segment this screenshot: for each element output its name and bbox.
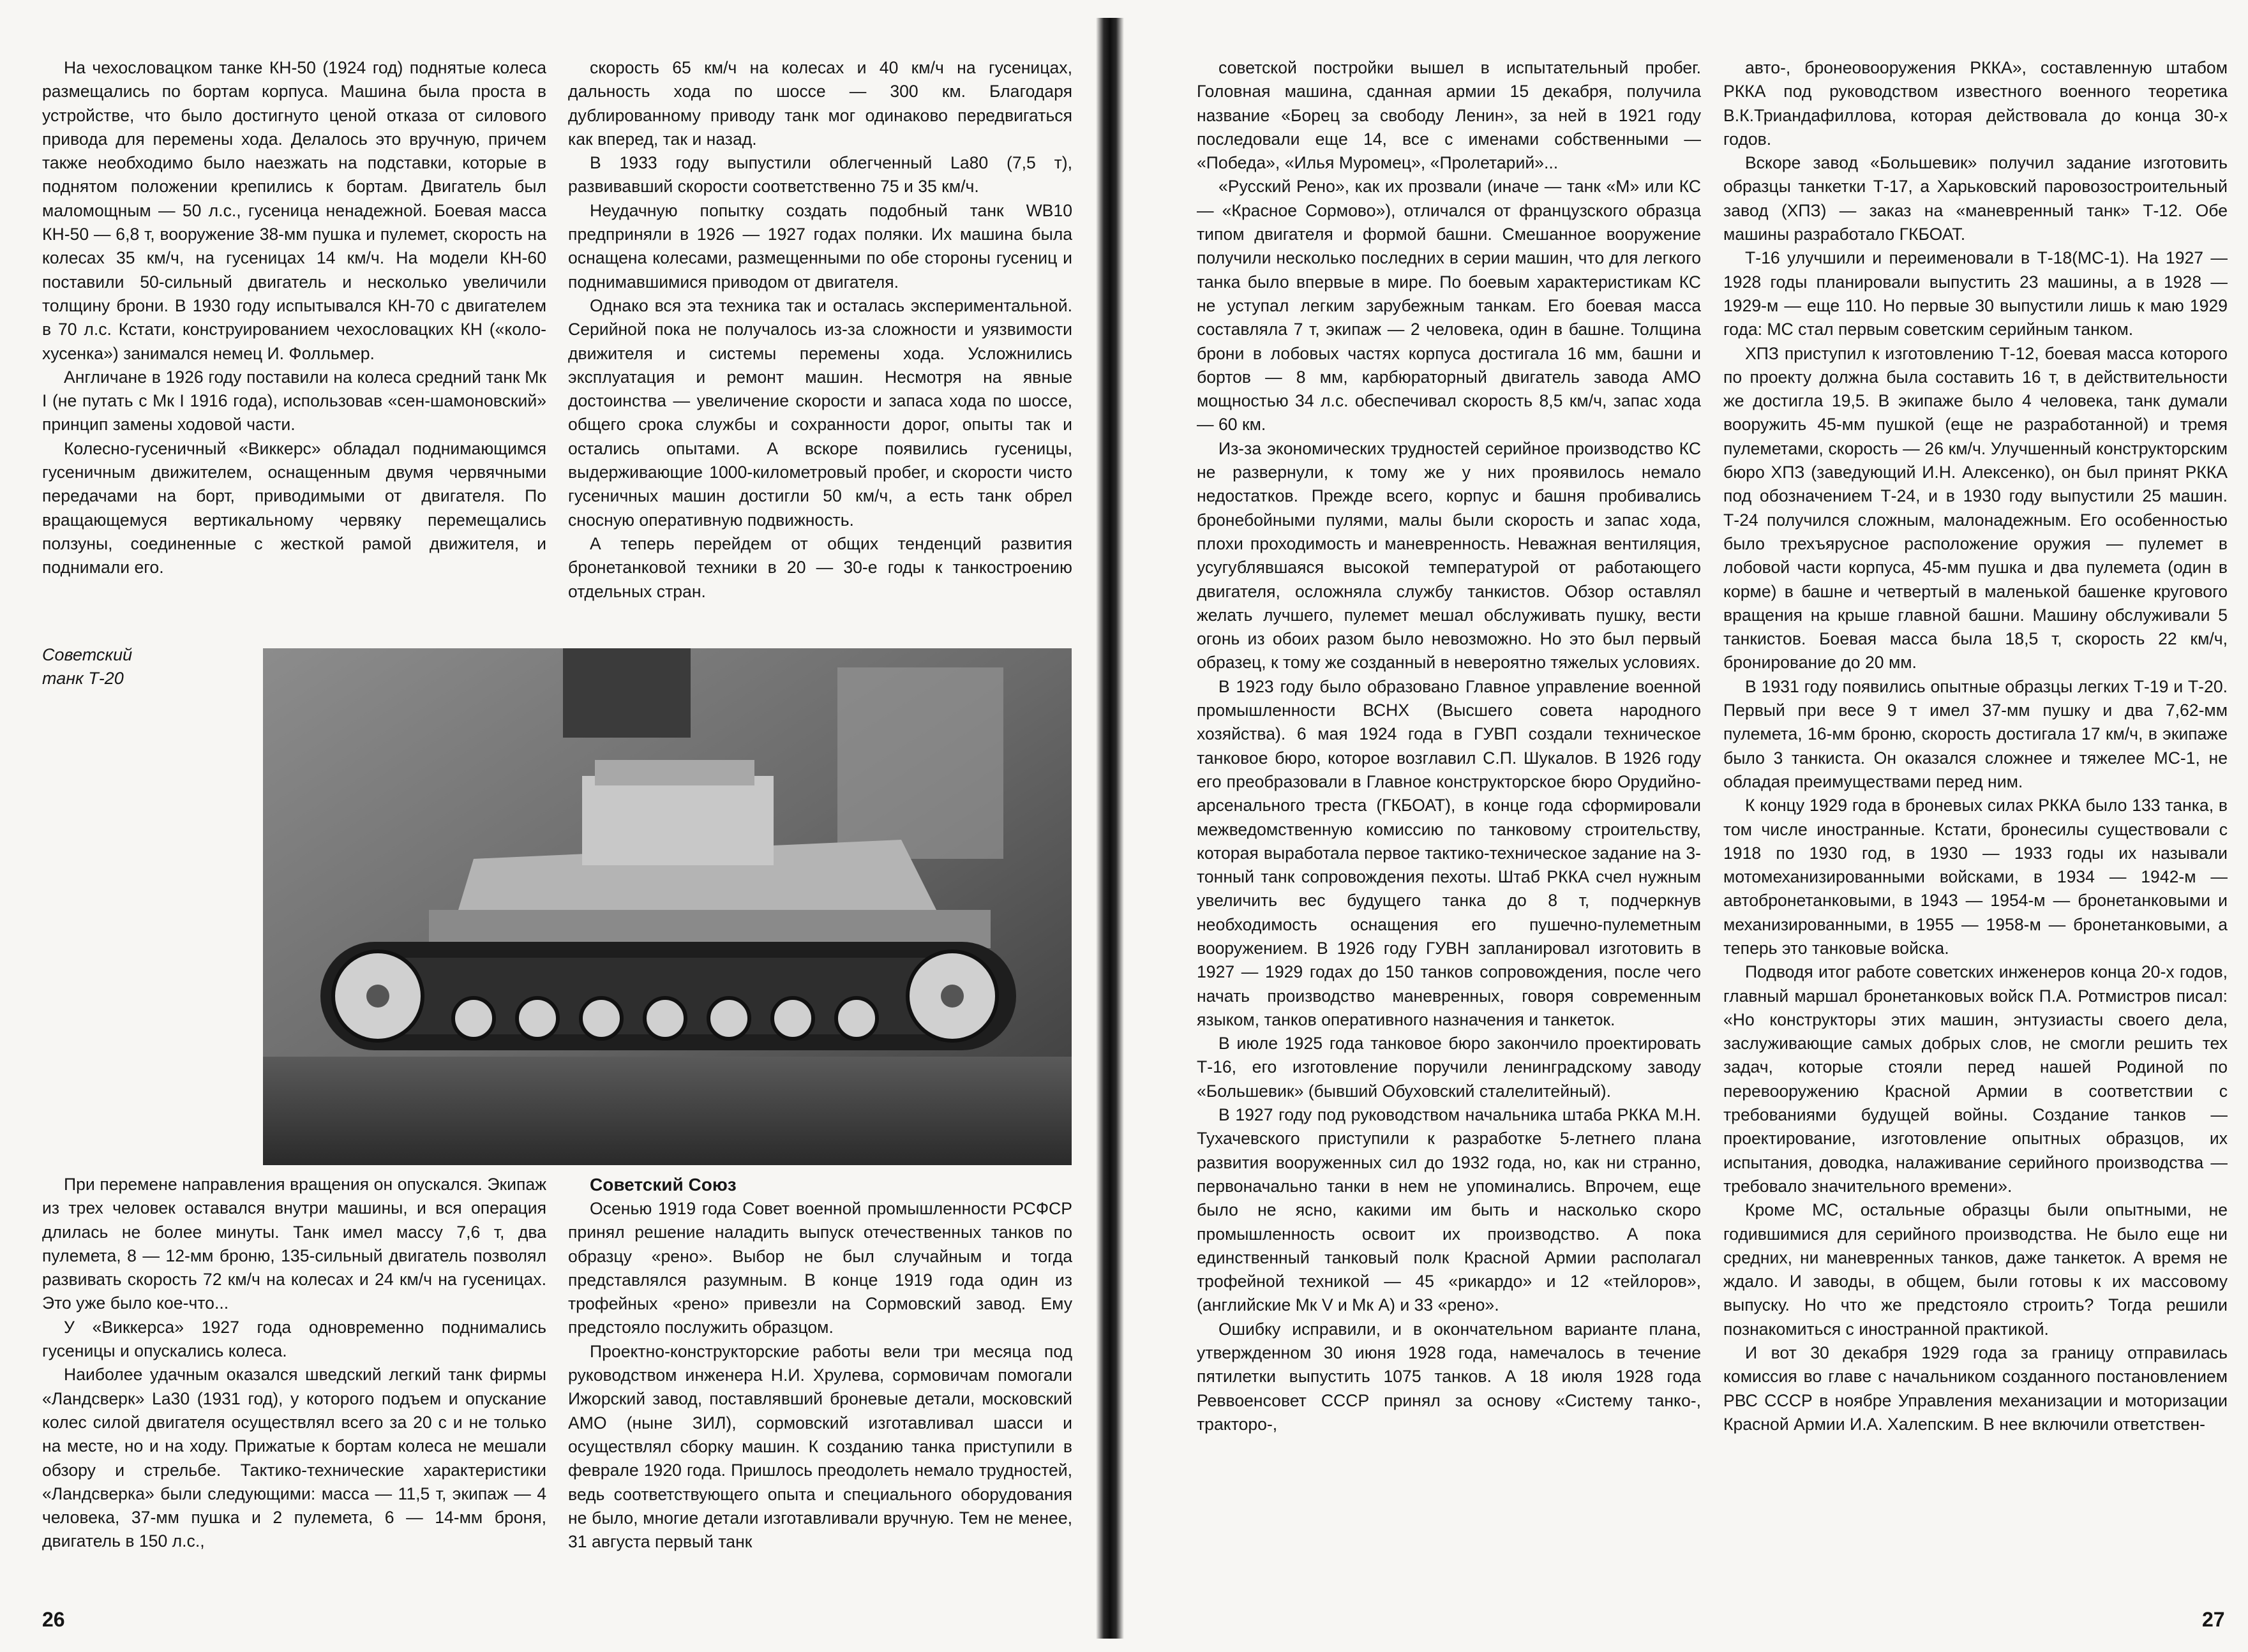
paragraph: Однако вся эта техника так и осталась экспериментальной. Серийной пока не получалось из-за сложности и уязвимости движителя и системы перемены хода. Усложнились эксплуатация и ремонт машин. Несмотря на явные достоинства — увеличение скорости и запаса хода по шоссе, общего срока службы и сохранности дорог, опыты так и остались опытами. А вскоре появились гусеницы, выдерживающие 1000-километровый пробег, и скорости чисто гусеничных машин достигли 50 км/ч, а есть танк обрел сносную оперативную подвижность. [568, 295, 1072, 530]
paragraph: Вскоре завод «Большевик» получил задание изготовить образцы танкетки Т-17, а Харьковский паровозостроительный завод (ХПЗ) — заказ на «маневренный танк» Т-12. Обе машины разработало ГКБОАТ. [1723, 153, 2228, 244]
right-col1 [1197, 56, 1701, 1600]
right-col2 [1723, 56, 2228, 1600]
paragraph: авто-, бронеовооружения РККА», составленную штабом РККА под руководством известного военного теоретика В.К.Триандафиллова, которая действовала до конца 30-х годов. [1723, 58, 2228, 149]
paragraph: И вот 30 декабря 1929 года за границу отправилась комиссия во главе с начальником созданного постановлением РВС СССР в ноябре Управления механизации и моторизации Красной Армии И.А. Халепским. В нее включили ответствен- [1723, 1343, 2228, 1434]
paragraph: Колесно-гусеничный «Виккерс» обладал поднимающимся гусеничным движителем, оснащенным двумя червячными передачами на борт, приводимыми от двигателя. По вращающемуся вертикальному червяку перемещались ползуны, соединенные с жесткой рамой движителя, и поднимали его. [42, 438, 546, 577]
left-col1-top [42, 56, 546, 636]
tank-t20-photo [263, 648, 1072, 1165]
paragraph: А теперь перейдем от общих тенденций развития бронетанковой техники в 20 — 30-е годы к танкостроению отдельных стран. [568, 533, 1072, 601]
page-number-right: 27 [2202, 1608, 2225, 1631]
paragraph: Из-за экономических трудностей серийное производство КС не развернули, к тому же у них проявилось немало недостатков. Прежде всего, корпус и башня пробивались бронебойными пулями, малы были скорость и запас хода, плохи проходимость и маневренность. Неважная вентиляция, усугублявшаяся высокой температурой от работающего двигателя, осложняла службу танкистов. Обзор оставлял желать лучшего, пулемет мешал обслуживать пушку, вести огонь из обоих разом было невозможно. Но это был первый образец, к тому же созданный в невероятно тяжелых условиях. [1197, 438, 1701, 673]
paragraph: При перемене направления вращения он опускался. Экипаж из трех человек оставался внутри машины, и вся операция длилась не более минуты. Танк имел массу 7,6 т, два пулемета, 8 — 12-мм броню, 135-сильный двигатель позволял развивать скорость 72 км/ч на колесах и 24 км/ч на гусеницах. Это уже было кое-что... [42, 1175, 546, 1313]
left-col2-bottom [568, 1173, 1072, 1600]
paragraph: Англичане в 1926 году поставили на колеса средний танк Мк I (не путать с Мк I 1916 года), использовав «сен-шамоновский» принцип замены ходовой части. [42, 367, 546, 435]
paragraph: В 1931 году появились опытные образцы легких Т-19 и Т-20. Первый при весе 9 т имел 37-мм пушку и два 7,62-мм пулемета, 16-мм броню, скорость достигала 17 км/ч, в экипаже было 3 танкиста. Он оказался сложнее и тяжелее МС-1, не обладая преимуществами перед ним. [1723, 676, 2228, 791]
spine-gutter [1096, 18, 1124, 1639]
paragraph: ХПЗ приступил к изготовлению Т-12, боевая масса которого по проекту должна была составить 16 т, в действительности же достигла 19,5. В экипаже было 4 человека, танк думали вооружить 45-мм пушкой (еще не разработанной) и тремя пулеметами, скорость — 26 км/ч. Улучшенный конструкторским бюро ХПЗ (заведующий И.Н. Алексенко), он был принят РККА под обозначением Т-24, и в 1930 году выпустили 25 машин. Т-24 получился сложным, малонадежным. Его особенностью было трехъярусное расположение оружия — пулемет в лобовой части корпуса, 45-мм пушка и два пулемета (один в корме) в башне и четвертый в маленькой башенке кругового вращения на крыше главной башни. Машину обслуживали 5 танкистов. Боевая масса была 18,5 т, скорость 22 км/ч, бронирование до 20 мм. [1723, 343, 2228, 673]
paragraph: Подводя итог работе советских инженеров конца 20-х годов, главный маршал бронетанковых войск П.А. Ротмистров писал: «Но конструкторы этих машин, энтузиасты своего дела, заслуживающие самых добрых слов, не смогли решить тех задач, которые стояли перед нашей Родиной по перевооружению Красной Армии в соответствии с требованиями будущей войны. Создание танков — проектирование, изготовление опытных образцов, их испытания, доводка, налаживание серийного производства — требовало значительного времени». [1723, 962, 2228, 1196]
paragraph: Осенью 1919 года Совет военной промышленности РСФСР принял решение наладить выпуск отечественных танков по образцу «рено». Выбор не был случайным и тогда представлялся разумным. В конце 1919 года один из трофейных «рено» привезли на Сормовский завод. Ему предстояло послужить образцом. [568, 1199, 1072, 1337]
paragraph: Ошибку исправили, и в окончательном варианте плана, утвержденном 30 июня 1928 года, намечалось в течение пятилетки выпустить 1075 танков. А 18 июля 1928 года Реввоенсовет СССР принял за основу «Систему танко-, тракторо-, [1197, 1319, 1701, 1434]
left-col2-bottom-paragraphs [568, 1197, 1072, 1554]
section-heading: Советский Союз [590, 1175, 737, 1194]
paragraph: В 1933 году выпустили облегченный La80 (7,5 т), развивавший скорости соответственно 75 и 35 км/ч. [568, 153, 1072, 197]
paragraph: советской постройки вышел в испытательный пробег. Головная машина, сданная армии 15 декабря, получила название «Борец за свободу Ленин», за ней в 1921 году последовали еще 14, все с именами собственными — «Победа», «Илья Муромец», «Пролетарий»... [1197, 58, 1701, 173]
paragraph: Проектно-конструкторские работы вели три месяца под руководством инженера Н.И. Хрулева, сормовичам помогали Ижорский завод, поставлявший броневые детали, московский АМО (ныне ЗИЛ), сормовский изготавливал шасси и осуществлял сборку машин. К созданию танка приступили в феврале 1920 года. Пришлось преодолеть немало трудностей, ведь соответствующего опыта и специального оборудования не было, многие детали изготавливали вручную. Тем не менее, 31 августа первый танк [568, 1341, 1072, 1552]
paragraph: В 1927 году под руководством начальника штаба РККА М.Н. Тухачевского приступили к разработке 5-летнего плана развития вооруженных сил до 1932 года, но, как ни странно, первоначально танки в нем не упоминались. Впрочем, еще было не ясно, какими им быть и насколько скоро промышленность освоит их производство. А пока единственный танковый полк Красной Армии располагал трофейной техникой — 45 «рикардо» и 12 «тейлоров», (английские Мк V и Мк А) и 33 «рено». [1197, 1105, 1701, 1315]
left-col1-bottom [42, 1173, 546, 1600]
paragraph: Т-16 улучшили и переименовали в Т-18(МС-1). На 1927 — 1928 годы планировали выпустить 23 машины, а в 1928 — 1929-м — еще 110. Но первые 30 выпустили лишь к маю 1929 года: МС стал первым советским серийным танком. [1723, 248, 2228, 339]
tank-photo-graphic [263, 648, 1072, 1165]
paragraph: скорость 65 км/ч на колесах и 40 км/ч на гусеницах, дальность хода по шоссе — 300 км. Благодаря дублированному приводу танк мог одинаково передвигаться как вперед, так и назад. [568, 58, 1072, 149]
paragraph: Неудачную попытку создать подобный танк WB10 предприняли в 1926 — 1927 годах поляки. Их машина была оснащена колесами, размещенными по обе стороны гусениц и поднимавшимися приводом от двигателя. [568, 200, 1072, 292]
page-number-left: 26 [42, 1608, 65, 1631]
left-page [0, 0, 1114, 1652]
photo-caption: Советский танк Т-20 [42, 645, 133, 688]
paragraph: У «Виккерса» 1927 года одновременно поднимались гусеницы и опускались колеса. [42, 1317, 546, 1361]
paragraph: В июле 1925 года танковое бюро закончило проектировать Т-16, его изготовление поручили ленинградскому заводу «Большевик» (бывший Обуховский сталелитейный). [1197, 1034, 1701, 1101]
paragraph: К концу 1929 года в броневых силах РККА было 133 танка, в том числе иностранные. Кстати, бронесилы существовали с 1918 по 1930 год, в 1930 — 1933 годы их называли мотомеханизированными войсками, в 1934 — 1942-м — автобронетанковыми, в 1943 — 1954-м — бронетанковыми и механизированными, в 1955 — 1958-м — бронетанковыми, а теперь это танковые войска. [1723, 796, 2228, 958]
right-page [1114, 0, 2248, 1652]
paragraph: Наиболее удачным оказался шведский легкий танк фирмы «Ландсверк» La30 (1931 год), у которого подъем и опускание колес силой двигателя осуществлял всего за 20 с и не только на месте, но и на ходу. Прижатые к бортам колеса не мешали обзору и стрельбе. Тактико-технические характеристики «Ландсверка» были следующими: масса — 11,5 т, экипаж — 4 человека, 37-мм пушка и 2 пулемета, 6 — 14-мм броня, двигатель в 150 л.с., [42, 1365, 546, 1551]
paragraph: «Русский Рено», как их прозвали (иначе — танк «М» или КС — «Красное Сормово»), отличался от французского образца типом двигателя и формой башни. Смешанное вооружение получили несколько последних в серии машин, что для легкого танка было впервые в мире. По боевым характеристикам КС не уступал легким зарубежным танкам. Его боевая масса составляла 7 т, экипаж — 2 человека, один в башне. Толщина брони в лобовых частях корпуса достигала 16 мм, башни и бортов — 8 мм, карбюраторный двигатель завода АМО мощностью 34 л.с. обеспечивал скорость 8,5 км/ч, запас хода — 60 км. [1197, 177, 1701, 435]
paragraph: В 1923 году было образовано Главное управление военной промышленности ВСНХ (Высшего совета народного хозяйства). 6 мая 1924 года в ГУВП создали техническое танковое бюро, которое возглавил С.П. Шукалов. В 1926 году его преобразовали в Главное конструкторское бюро Орудийно-арсенального треста (ГКБОАТ), в конце года сформировали межведомственную комиссию по танковому строительству, которая выработала первое тактико-техническое задание на 3-тонный танк сопровождения пехоты. Штаб РККА счел нужным увеличить вес будущего танка до 8 т, подчеркнув необходимость оснащения его пушечно-пулеметным вооружением. В 1926 году ГУВН запланировал изготовить в 1927 — 1929 годах до 150 танков сопровождения, после чего начать производство маневренных, говоря современным языком, танков оперативного назначения и танкеток. [1197, 676, 1701, 1029]
paragraph: На чехословацком танке КН-50 (1924 год) поднятые колеса размещались по бортам корпуса. Машина была проста в устройстве, что было достигнуто ценой отказа от силового привода для перемены хода. Делалось это вручную, причем также необходимо было наезжать на подставки, которые в поднятом положении крепились к бортам. Двигатель был маломощным — 50 л.с., гусеница ненадежной. Боевая масса КН-50 — 6,8 т, вооружение 38-мм пушка и пулемет, скорость на колесах 35 км/ч, на гусеницах 14 км/ч. На модели КН-60 поставили 50-сильный двигатель и несколько увеличили толщину брони. В 1930 году испытывался КН-70 с двигателем в 70 л.с. Кстати, конструированием чехословацких КН («коло-хусенка») занимался немец И. Фолльмер. [42, 58, 546, 363]
paragraph: Кроме МС, остальные образцы были опытными, не годившимися для серийного производства. Не было еще ни средних, ни маневренных танков, даже танкеток. А время не ждало. И заводы, в общем, были готовы к их массовому выпуску. Но что же предстояло строить? Тогда решили познакомиться с иностранной практикой. [1723, 1200, 2228, 1339]
left-col2-top [568, 56, 1072, 636]
